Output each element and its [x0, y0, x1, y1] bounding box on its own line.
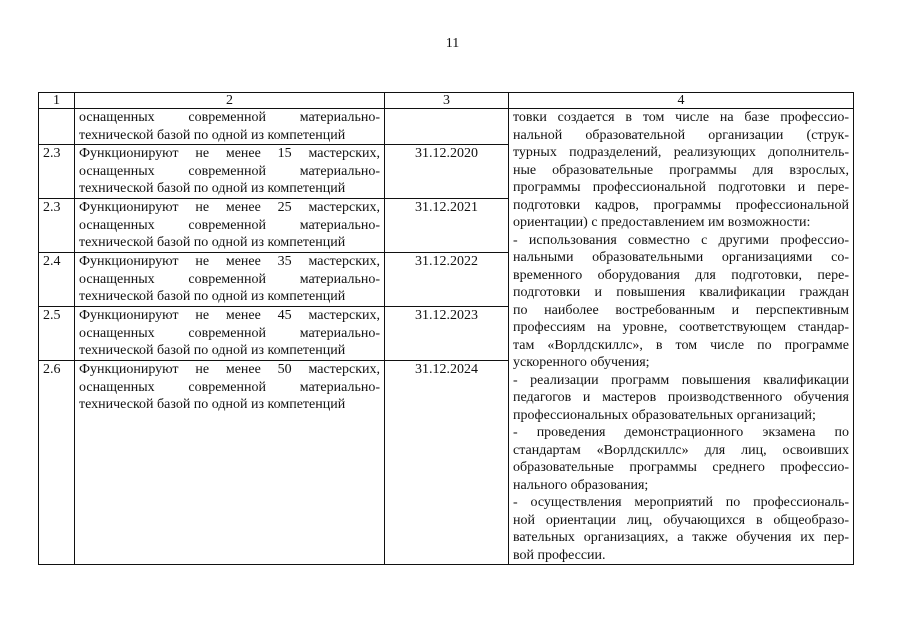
- result-line: профессиональных образовательных организаций;: [513, 407, 816, 423]
- header-col-4: 4: [509, 93, 854, 109]
- result-line: - реализации программ повышения квалификации: [513, 372, 849, 388]
- result-line: нального образования;: [513, 477, 649, 493]
- result-line: временного оборудования для подготовки, пере-: [513, 267, 849, 283]
- description-line: Функционируют не менее 35 мастерских,: [79, 254, 380, 270]
- row-description: [75, 145, 385, 199]
- description-line: оснащенных современной материально-: [79, 379, 380, 395]
- header-col-1: 1: [39, 93, 75, 109]
- result-line: - проведения демонстрационного экзамена по: [513, 425, 849, 440]
- description-line: оснащенных современной материально-: [79, 110, 380, 125]
- description-line: технической базой по одной из компетенций: [79, 235, 346, 251]
- result-line: турных подразделений, реализующих дополнитель-: [513, 145, 849, 160]
- result-line: стандартам «Ворлдскиллс» для лиц, освоивших: [513, 442, 849, 458]
- row-date: [385, 109, 509, 145]
- description-line: Функционируют не менее 15 мастерских,: [79, 146, 380, 162]
- row-number: 2.3: [39, 199, 75, 253]
- row-description: [75, 361, 385, 565]
- header-col-2: 2: [75, 93, 385, 109]
- description-line: оснащенных современной материально-: [79, 325, 380, 341]
- result-line: вательных организациях, а также обучения их пер-: [513, 530, 849, 545]
- result-line: по наиболее востребованным и перспективным: [513, 302, 849, 318]
- result-line: вой профессии.: [513, 547, 606, 563]
- result-line: - использования совместно с другими профессио-: [513, 232, 849, 248]
- row-date: 31.12.2023: [385, 307, 509, 361]
- description-line: технической базой по одной из компетенций: [79, 343, 346, 359]
- row-date: 31.12.2020: [385, 145, 509, 199]
- result-line: профессиям на уровне, соответствующем стандар-: [513, 320, 849, 335]
- result-line: ориентации) с предоставлением им возможности:: [513, 215, 811, 230]
- measures-table: [38, 92, 854, 565]
- row-number: 2.6: [39, 361, 75, 565]
- row-number: 2.5: [39, 307, 75, 361]
- row-description: [75, 307, 385, 361]
- description-line: технической базой по одной из компетенций: [79, 289, 346, 305]
- result-line: - осуществления мероприятий по профессиональ-: [513, 495, 849, 510]
- description-line: технической базой по одной из компетенций: [79, 397, 346, 413]
- result-line: нальной образовательной организации (струк-: [513, 127, 849, 143]
- result-line: ускоренного обучения;: [513, 355, 650, 370]
- result-line: программы профессиональной подготовки и пере-: [513, 180, 849, 195]
- description-line: оснащенных современной материально-: [79, 163, 380, 179]
- description-line: Функционируют не менее 45 мастерских,: [79, 308, 380, 324]
- description-line: технической базой по одной из компетенций: [79, 127, 346, 143]
- row-date: 31.12.2021: [385, 199, 509, 253]
- page-number: 11: [445, 36, 460, 51]
- description-line: оснащенных современной материально-: [79, 217, 380, 233]
- result-line: там «Ворлдскиллс», в том числе по программе: [513, 337, 849, 353]
- row-description: [75, 199, 385, 253]
- description-line: Функционируют не менее 25 мастерских,: [79, 200, 380, 216]
- table-row: [39, 109, 854, 145]
- result-line: ные образовательные программы для взрослых,: [513, 162, 849, 178]
- row-description: [75, 253, 385, 307]
- result-line: педагогов и мастеров производственного обучения: [513, 390, 849, 405]
- result-line: подготовки кадров, программы профессиональной: [513, 197, 849, 213]
- result-line: образовательные программы среднего профессио-: [513, 460, 849, 475]
- row-date: 31.12.2024: [385, 361, 509, 565]
- row-number: 2.4: [39, 253, 75, 307]
- result-description: [509, 109, 854, 565]
- result-line: подготовки и повышения квалификации граждан: [513, 285, 849, 300]
- row-number: [39, 109, 75, 145]
- row-number: 2.3: [39, 145, 75, 199]
- description-line: Функционируют не менее 50 мастерских,: [79, 362, 380, 378]
- description-line: технической базой по одной из компетенций: [79, 181, 346, 197]
- result-line: ной ориентации лиц, обучающихся в общеобразо-: [513, 512, 849, 528]
- header-col-3: 3: [385, 93, 509, 109]
- result-line: товки создается в том числе на базе профессио-: [513, 110, 849, 125]
- header-row: [39, 93, 854, 109]
- row-date: 31.12.2022: [385, 253, 509, 307]
- result-line: нальными образовательными организациями со-: [513, 250, 849, 265]
- description-line: оснащенных современной материально-: [79, 271, 380, 287]
- row-description: [75, 109, 385, 145]
